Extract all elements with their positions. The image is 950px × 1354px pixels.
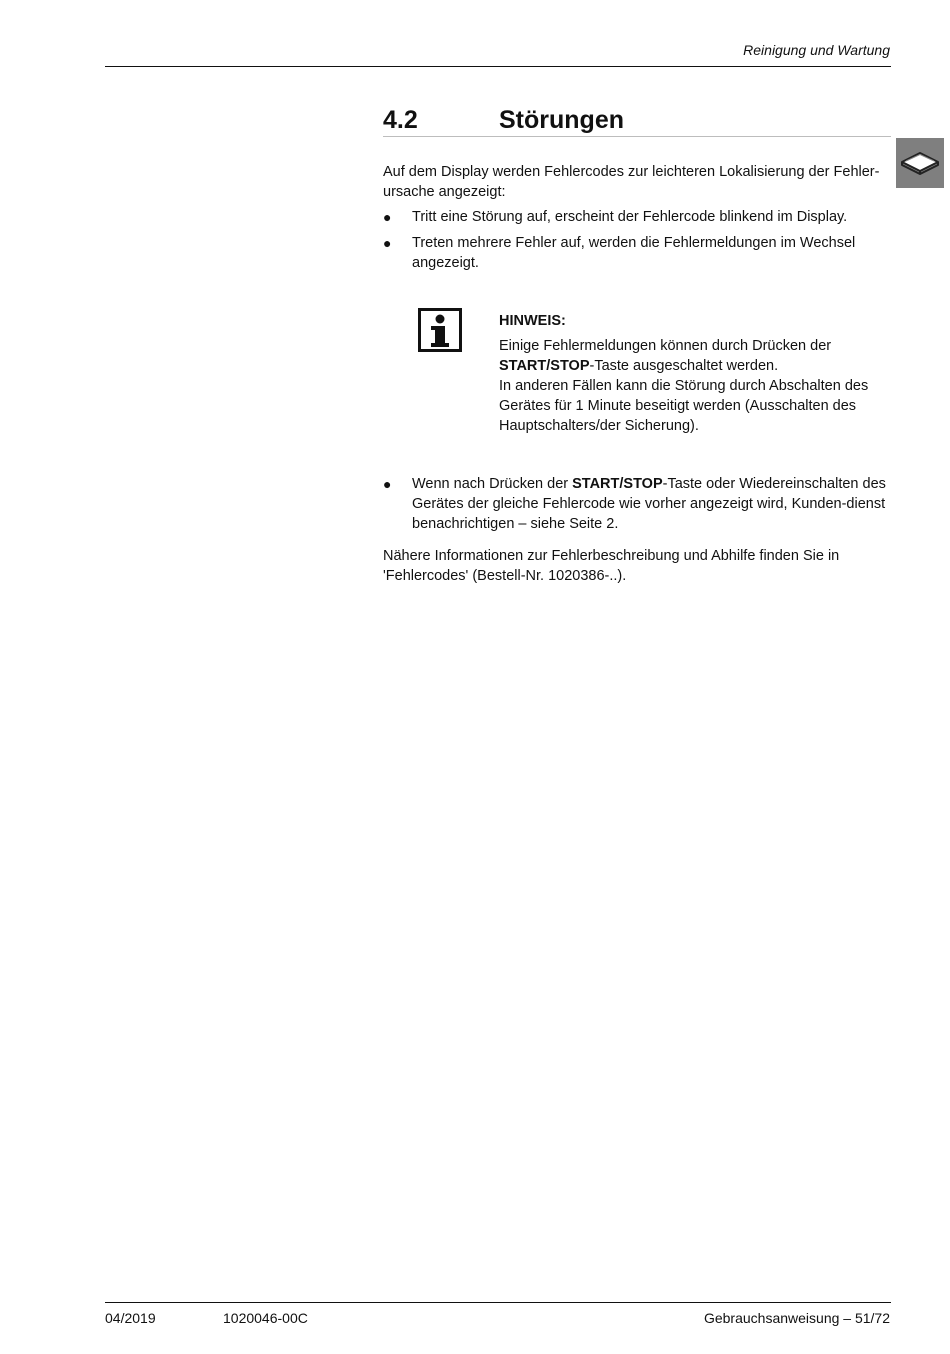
section-heading bbox=[383, 106, 891, 137]
closing-paragraph: Nähere Informationen zur Fehlerbeschreibung und Abhilfe finden Sie in 'Fehlercodes' (Bestell-Nr. 1020386-..). bbox=[383, 548, 840, 584]
list-item-text bbox=[412, 474, 888, 534]
note-line-1-end: -Taste ausgeschaltet werden. bbox=[589, 358, 779, 374]
side-tab bbox=[896, 138, 944, 188]
bullet-3-end: -Taste oder Wiedereinschalten des Gerätes der gleiche Fehlercode wie vorher angezeigt wird, Kunden-dienst benachrichtigen – siehe Seite 2. bbox=[412, 476, 886, 532]
bullet-dot: ● bbox=[383, 235, 392, 251]
note-box bbox=[499, 311, 891, 436]
note-line-1-start: Einige Fehlermeldungen können durch Drücken der bbox=[499, 338, 832, 354]
running-header: Reinigung und Wartung bbox=[743, 42, 890, 58]
bullet-dot: ● bbox=[383, 476, 392, 492]
section-number: 4.2 bbox=[383, 106, 418, 134]
bullet-3-start: Wenn nach Drücken der bbox=[412, 476, 573, 492]
header-rule bbox=[105, 66, 891, 67]
intro-paragraph: Auf dem Display werden Fehlercodes zur leichteren Lokalisierung der Fehler-ursache angezeigt: bbox=[383, 164, 880, 200]
note-line-2: In anderen Fällen kann die Störung durch Abschalten des Gerätes für 1 Minute beseitigt werden (Ausschalten des Hauptschalters/der Sicherung). bbox=[499, 378, 869, 434]
list-item-text: Tritt eine Störung auf, erscheint der Fehlercode blinkend im Display. bbox=[412, 209, 848, 225]
footer-date: 04/2019 bbox=[105, 1310, 156, 1326]
footer-page-number: Gebrauchsanweisung – 51/72 bbox=[703, 1310, 890, 1326]
list-item-text: Treten mehrere Fehler auf, werden die Fehlermeldungen im Wechsel angezeigt. bbox=[412, 235, 856, 271]
footer-rule bbox=[105, 1302, 891, 1303]
note-key-label: START/STOP bbox=[499, 358, 590, 374]
bullet-3-key-label: START/STOP bbox=[572, 476, 663, 492]
footer-doc-number: 1020046-00C bbox=[223, 1310, 308, 1326]
section-title: Störungen bbox=[499, 106, 624, 134]
bullet-dot: ● bbox=[383, 209, 392, 225]
book-icon bbox=[900, 146, 940, 180]
note-label: HINWEIS: bbox=[499, 313, 566, 329]
info-icon bbox=[418, 308, 462, 352]
note-line-1 bbox=[499, 336, 891, 376]
